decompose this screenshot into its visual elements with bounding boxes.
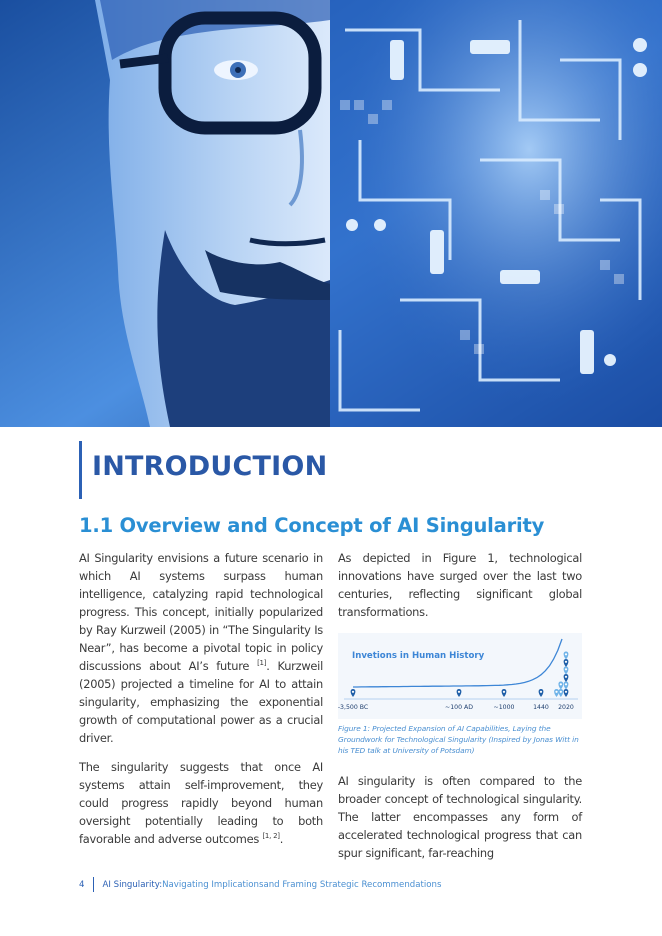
chart-tick-label: 2020: [558, 704, 574, 711]
chart-marker: [558, 682, 563, 690]
reference-marker: [1, 2]: [262, 832, 280, 841]
section-title: 1.1 Overview and Concept of AI Singularity: [79, 514, 545, 537]
chart-marker: [457, 689, 462, 697]
chart-marker: [564, 652, 569, 660]
chart-marker: [554, 689, 559, 697]
right-column: [338, 549, 582, 862]
chart-marker: [558, 689, 563, 697]
chart-marker: [351, 689, 356, 697]
chart-marker: [564, 659, 569, 667]
left-column: [79, 549, 323, 848]
footer-title: Navigating Implicationsand Framing Strategic Recommendations: [162, 879, 442, 890]
chart-tick-label: ~1000: [493, 704, 515, 711]
paragraph-singularity: [79, 758, 323, 848]
chart-tick-label: -3,500 BC: [338, 704, 369, 711]
chart-marker: [564, 674, 569, 682]
chart-tick-label: 1440: [533, 704, 549, 711]
paragraph-singularity-text: The singularity suggests that once AI systems attain self-improvement, they could progress rapidly beyond human oversight potentially leading to both favorable and adverse outcomes: [79, 760, 323, 846]
figure-caption: Figure 1: Projected Expansion of AI Capabilities, Laying the Groundwork for Technological Singularity (Inspired by Jonas Witt in his TED talk at University of Potsdam): [338, 724, 579, 755]
chart-marker: [539, 689, 544, 697]
footer-divider: [93, 877, 94, 892]
reference-marker: [1]: [257, 659, 267, 668]
chart-curve: [353, 639, 562, 687]
chart-marker: [564, 682, 569, 690]
hero-image: [0, 0, 662, 427]
paragraph-comparison: AI singularity is often compared to the broader concept of technological singularity. The latter encompasses any form of accelerated technological progress that can spur significant, far-reaching: [338, 774, 582, 860]
heading-accent-bar: [79, 441, 82, 499]
footer-brand: AI Singularity:: [102, 879, 163, 890]
chart-marker: [564, 667, 569, 675]
page-number: 4: [79, 879, 85, 890]
inventions-chart: [338, 633, 582, 719]
chart-marker: [502, 689, 507, 697]
page-footer: [79, 877, 441, 892]
paragraph-intro-text: AI Singularity envisions a future scenario in which AI systems surpass human intelligence, catalyzing rapid technological progress. This concept, initially popularized by Ray Kurzweil (2005) in “The Singularity Is Near”, has become a pivotal topic in policy discussions about AI’s future: [79, 551, 323, 673]
chart-marker: [564, 689, 569, 697]
chart-title: Invetions in Human History: [352, 651, 485, 661]
paragraph-figure-ref: As depicted in Figure 1, technological innovations have surged over the last two centuries, reflecting significant global transformations.: [338, 551, 582, 619]
chart-tick-label: ~100 AD: [445, 704, 473, 711]
page-heading: INTRODUCTION: [92, 451, 328, 482]
paragraph-intro-text-cont: . Kurzweil (2005) projected a timeline for AI to attain singularity, emphasizing the exponential growth of computational power as a crucial driver.: [79, 659, 323, 745]
paragraph-intro: [79, 549, 323, 747]
paragraph-singularity-end: .: [279, 832, 284, 846]
